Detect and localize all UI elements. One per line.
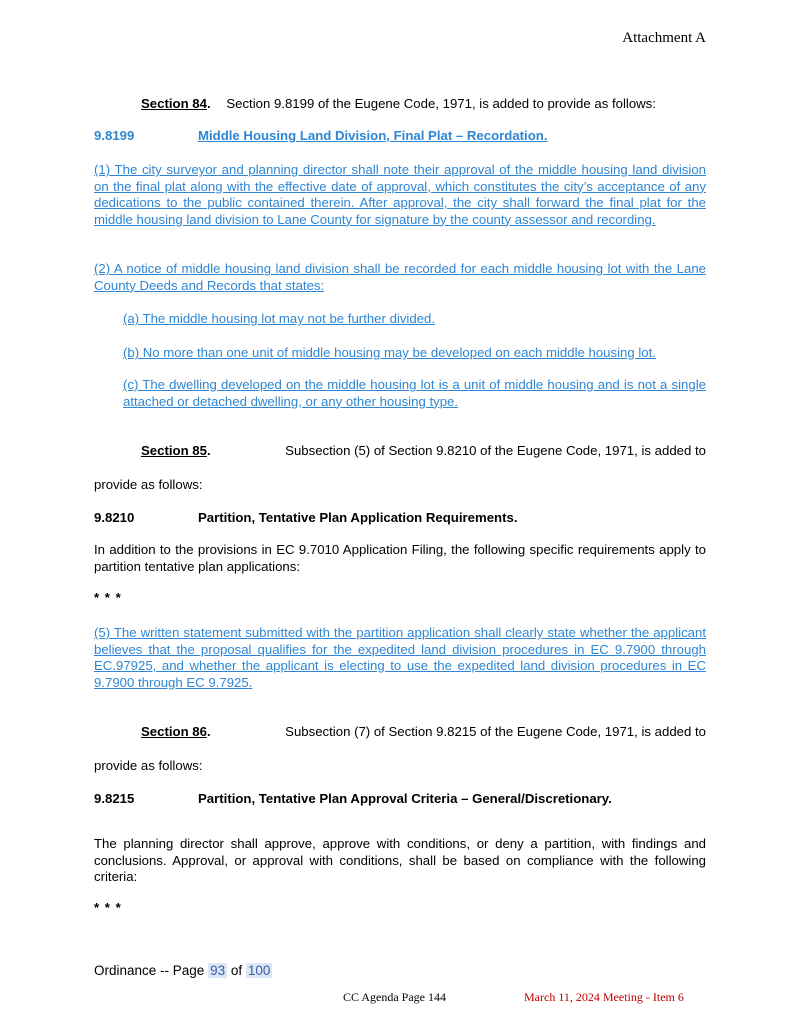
section-84-intro: Section 84. Section 9.8199 of the Eugene Code, 1971, is added to provide as follows:: [141, 96, 656, 111]
section-9-8210-intro: In addition to the provisions in EC 9.7010 Application Filing, the following specific requirements apply to partition tentative plan applications:: [94, 542, 706, 574]
heading-title: Partition, Tentative Plan Approval Criteria – General/Discretionary.: [198, 791, 612, 806]
section-9-8199-item-b: (b) No more than one unit of middle housing may be developed on each middle housing lot.: [123, 345, 656, 360]
ordinance-page-footer: [94, 963, 272, 978]
section-9-8199-heading: [94, 128, 548, 143]
section-85-continuation: provide as follows:: [94, 477, 203, 492]
heading-number: 9.8199: [94, 128, 135, 143]
section-86-continuation: provide as follows:: [94, 758, 203, 773]
footer-of: of: [230, 963, 243, 978]
section-9-8215-intro: The planning director shall approve, approve with conditions, or deny a partition, with findings and conclusions. Approval, or approval with conditions, shall be based on compliance with the following criteria:: [94, 836, 706, 884]
section-85-text: Subsection (5) of Section 9.8210 of the Eugene Code, 1971, is added to: [285, 443, 706, 458]
section-9-8199-item-c: (c) The dwelling developed on the middle housing lot is a unit of middle housing and is not a single attached or detached dwelling, or any other housing type.: [123, 377, 706, 409]
section-9-8210-para-5: (5) The written statement submitted with the partition application shall clearly state whether the applicant believes that the proposal qualifies for the expedited land division procedures in EC 9.7900 through EC.97925, and whether the applicant is electing to use the expedited land division procedures in EC 9.7900 through EC 9.7925.: [94, 625, 706, 690]
section-9-8199-para-2: (2) A notice of middle housing land division shall be recorded for each middle housing lot with the Lane County Deeds and Records that states:: [94, 261, 706, 293]
section-9-8199-para-1: (1) The city surveyor and planning director shall note their approval of the middle housing land division on the final plat along with the effective date of approval, which constitutes the city’s acceptance of any dedications to the public contained therein. After approval, the city shall forward the final plat for the middle housing land division to Lane County for signature by the county assessor and recording.: [94, 162, 706, 227]
section-84-text: Section 9.8199 of the Eugene Code, 1971, is added to provide as follows:: [226, 96, 656, 111]
heading-title: Middle Housing Land Division, Final Plat – Recordation.: [198, 128, 548, 143]
section-85-intro: Section 85. Subsection (5) of Section 9.8210 of the Eugene Code, 1971, is added to: [141, 443, 706, 458]
section-86-label: Section 86: [141, 724, 207, 739]
section-85-label: Section 85: [141, 443, 207, 458]
section-9-8210-heading: [94, 510, 517, 525]
omission-stars: * * *: [94, 900, 122, 915]
heading-title: Partition, Tentative Plan Application Requirements.: [198, 510, 518, 525]
section-84-label: Section 84: [141, 96, 207, 111]
meeting-label: March 11, 2024 Meeting - Item 6: [524, 990, 684, 1004]
page-number: 93: [210, 963, 226, 978]
section-9-8199-item-a: (a) The middle housing lot may not be further divided.: [123, 311, 436, 326]
heading-number: 9.8215: [94, 791, 135, 806]
agenda-page-label: CC Agenda Page 144: [343, 990, 446, 1004]
section-9-8215-heading: [94, 791, 612, 806]
footer-prefix: Ordinance -- Page: [94, 963, 205, 978]
heading-number: 9.8210: [94, 510, 135, 525]
page-total: 100: [247, 963, 271, 978]
attachment-label: Attachment A: [622, 30, 706, 46]
section-86-text: Subsection (7) of Section 9.8215 of the Eugene Code, 1971, is added to: [285, 724, 706, 739]
omission-stars: * * *: [94, 590, 122, 605]
section-86-intro: Section 86. Subsection (7) of Section 9.8215 of the Eugene Code, 1971, is added to: [141, 724, 706, 739]
